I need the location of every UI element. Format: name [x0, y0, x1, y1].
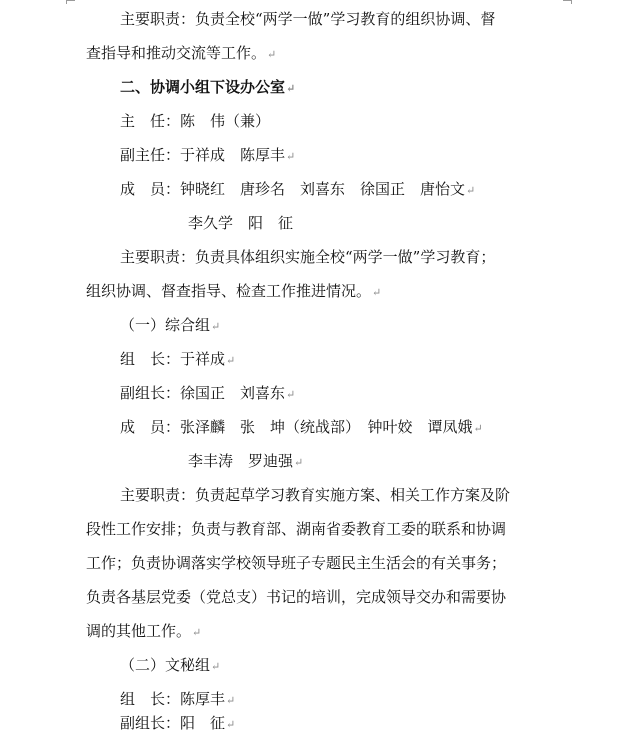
margin-corner-left	[66, 0, 75, 4]
general-duty-line-2: 段性工作安排；负责与教育部、湖南省委教育工委的联系和协调	[86, 520, 507, 538]
general-members-1: 成 员：张泽麟 张 坤（统战部） 钟叶姣 谭凤娥↵	[120, 418, 483, 436]
section-heading-office: 二、协调小组下设办公室↵	[120, 78, 296, 96]
secretariat-deputy-leader: 副组长：阳 征↵	[120, 714, 236, 732]
office-members-1: 成 员：钟晓红 唐珍名 刘喜东 徐国正 唐怡文↵	[120, 180, 476, 198]
office-duty-line-1: 主要职责：负责具体组织实施全校“两学一做”学习教育；	[120, 248, 496, 266]
office-duty-line-2: 组织协调、督查指导、检查工作推进情况。↵	[86, 282, 382, 300]
secretariat-leader: 组 长：陈厚丰↵	[120, 690, 236, 708]
general-duty-line-1: 主要职责：负责起草学习教育实施方案、相关工作方案及阶	[120, 486, 511, 504]
margin-corner-right	[563, 0, 572, 4]
subsection-heading-general: （一）综合组↵	[120, 316, 221, 334]
general-duty-line-4: 负责各基层党委（党总支）书记的培训，完成领导交办和需要协	[86, 588, 507, 606]
general-members-2: 李丰涛 罗迪强↵	[188, 452, 304, 470]
office-members-2: 李久学 阳 征	[188, 214, 294, 232]
duty-line-2: 查指导和推动交流等工作。↵	[86, 44, 277, 62]
general-duty-line-5: 调的其他工作。↵	[86, 622, 202, 640]
office-deputy-director: 副主任：于祥成 陈厚丰↵	[120, 146, 296, 164]
general-leader: 组 长：于祥成↵	[120, 350, 236, 368]
general-duty-line-3: 工作；负责协调落实学校领导班子专题民主生活会的有关事务；	[86, 554, 507, 572]
office-director: 主 任：陈 伟（兼）	[120, 112, 271, 130]
duty-line-1: 主要职责：负责全校“两学一做”学习教育的组织协调、督	[120, 10, 496, 28]
general-deputy-leader: 副组长：徐国正 刘喜东↵	[120, 384, 296, 402]
subsection-heading-secretariat: （二）文秘组↵	[120, 656, 221, 674]
